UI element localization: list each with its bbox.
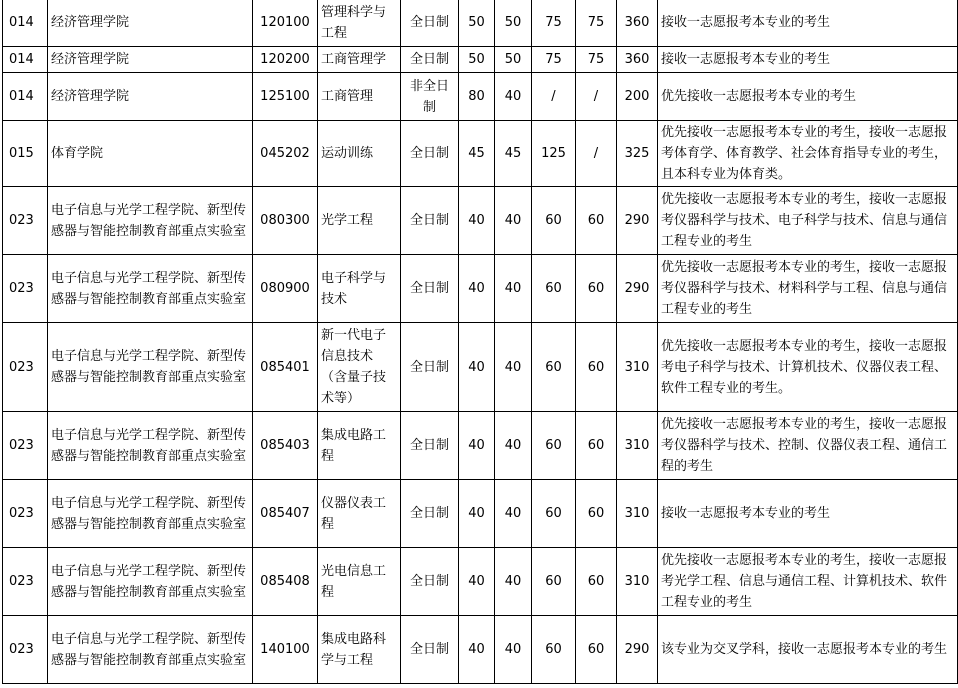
score-2-cell: 40 [495,73,532,121]
major-code-cell: 140100 [253,616,318,684]
note-cell: 接收一志愿报考本专业的考生 [658,47,958,73]
unit-name-cell: 电子信息与光学工程学院、新型传感器与智能控制教育部重点实验室 [48,412,253,480]
score-3-cell: / [532,73,576,121]
score-3-cell: 60 [532,616,576,684]
score-4-cell: 60 [576,616,617,684]
unit-name-cell: 经济管理学院 [48,47,253,73]
study-mode-cell: 全日制 [401,121,459,187]
note-cell: 优先接收一志愿报考本专业的考生 [658,73,958,121]
unit-name-cell: 经济管理学院 [48,0,253,47]
table-row [3,47,958,73]
unit-name-cell: 体育学院 [48,121,253,187]
note-cell: 接收一志愿报考本专业的考生 [658,480,958,548]
total-score-cell: 290 [617,187,658,255]
total-score-cell: 200 [617,73,658,121]
major-name-cell: 仪器仪表工程 [318,480,401,548]
score-1-cell: 80 [459,73,495,121]
score-1-cell: 40 [459,187,495,255]
study-mode-cell: 全日制 [401,255,459,323]
major-name-cell: 电子科学与技术 [318,255,401,323]
total-score-cell: 360 [617,0,658,47]
score-1-cell: 40 [459,548,495,616]
score-1-cell: 40 [459,616,495,684]
note-cell: 接收一志愿报考本专业的考生 [658,0,958,47]
note-cell: 优先接收一志愿报考本专业的考生，接收一志愿报考仪器科学与技术、控制、仪器仪表工程、通信工程的考生 [658,412,958,480]
table-row [3,548,958,616]
unit-name-cell: 电子信息与光学工程学院、新型传感器与智能控制教育部重点实验室 [48,548,253,616]
unit-code-cell: 023 [3,616,48,684]
admission-score-table [2,0,958,684]
score-4-cell: 75 [576,0,617,47]
unit-code-cell: 023 [3,480,48,548]
score-1-cell: 40 [459,480,495,548]
study-mode-cell: 全日制 [401,323,459,412]
study-mode-cell: 全日制 [401,47,459,73]
table-row [3,323,958,412]
table-row [3,187,958,255]
score-1-cell: 40 [459,255,495,323]
study-mode-cell: 全日制 [401,187,459,255]
score-3-cell: 60 [532,548,576,616]
major-name-cell: 工商管理学 [318,47,401,73]
major-code-cell: 125100 [253,73,318,121]
table-row [3,0,958,47]
score-4-cell: 60 [576,480,617,548]
major-code-cell: 085401 [253,323,318,412]
score-3-cell: 60 [532,187,576,255]
score-4-cell: 60 [576,187,617,255]
table-row [3,121,958,187]
unit-code-cell: 014 [3,73,48,121]
score-4-cell: 60 [576,412,617,480]
major-name-cell: 工商管理 [318,73,401,121]
score-3-cell: 125 [532,121,576,187]
study-mode-cell: 全日制 [401,616,459,684]
major-code-cell: 120100 [253,0,318,47]
major-code-cell: 080300 [253,187,318,255]
unit-code-cell: 023 [3,323,48,412]
major-name-cell: 管理科学与工程 [318,0,401,47]
score-2-cell: 45 [495,121,532,187]
score-4-cell: 60 [576,323,617,412]
major-code-cell: 085407 [253,480,318,548]
score-3-cell: 60 [532,480,576,548]
major-code-cell: 080900 [253,255,318,323]
score-3-cell: 60 [532,323,576,412]
note-cell: 优先接收一志愿报考本专业的考生，接收一志愿报考体育学、体育教学、社会体育指导专业的考生，且本科专业为体育类。 [658,121,958,187]
unit-name-cell: 经济管理学院 [48,73,253,121]
table-row [3,255,958,323]
total-score-cell: 290 [617,255,658,323]
score-1-cell: 40 [459,323,495,412]
score-3-cell: 75 [532,0,576,47]
score-2-cell: 50 [495,0,532,47]
score-4-cell: 60 [576,548,617,616]
major-name-cell: 新一代电子信息技术（含量子技术等） [318,323,401,412]
major-code-cell: 085403 [253,412,318,480]
score-2-cell: 50 [495,47,532,73]
unit-code-cell: 023 [3,187,48,255]
score-4-cell: / [576,73,617,121]
note-cell: 优先接收一志愿报考本专业的考生，接收一志愿报考仪器科学与技术、材料科学与工程、信息与通信工程专业的考生 [658,255,958,323]
score-3-cell: 60 [532,412,576,480]
study-mode-cell: 非全日制 [401,73,459,121]
score-1-cell: 50 [459,0,495,47]
table-row [3,73,958,121]
unit-code-cell: 015 [3,121,48,187]
total-score-cell: 360 [617,47,658,73]
unit-name-cell: 电子信息与光学工程学院、新型传感器与智能控制教育部重点实验室 [48,187,253,255]
major-code-cell: 085408 [253,548,318,616]
total-score-cell: 290 [617,616,658,684]
unit-code-cell: 023 [3,548,48,616]
unit-name-cell: 电子信息与光学工程学院、新型传感器与智能控制教育部重点实验室 [48,616,253,684]
table-row [3,412,958,480]
total-score-cell: 310 [617,480,658,548]
score-1-cell: 50 [459,47,495,73]
score-3-cell: 60 [532,255,576,323]
note-cell: 优先接收一志愿报考本专业的考生，接收一志愿报考电子科学与技术、计算机技术、仪器仪表工程、软件工程专业的考生。 [658,323,958,412]
unit-name-cell: 电子信息与光学工程学院、新型传感器与智能控制教育部重点实验室 [48,480,253,548]
table-body [3,0,958,684]
score-2-cell: 40 [495,323,532,412]
study-mode-cell: 全日制 [401,0,459,47]
study-mode-cell: 全日制 [401,548,459,616]
study-mode-cell: 全日制 [401,480,459,548]
note-cell: 优先接收一志愿报考本专业的考生，接收一志愿报考仪器科学与技术、电子科学与技术、信息与通信工程专业的考生 [658,187,958,255]
major-code-cell: 045202 [253,121,318,187]
study-mode-cell: 全日制 [401,412,459,480]
score-2-cell: 40 [495,187,532,255]
score-2-cell: 40 [495,255,532,323]
score-3-cell: 75 [532,47,576,73]
total-score-cell: 325 [617,121,658,187]
unit-name-cell: 电子信息与光学工程学院、新型传感器与智能控制教育部重点实验室 [48,323,253,412]
total-score-cell: 310 [617,412,658,480]
score-4-cell: / [576,121,617,187]
major-name-cell: 光学工程 [318,187,401,255]
unit-code-cell: 023 [3,255,48,323]
score-2-cell: 40 [495,412,532,480]
table-row [3,616,958,684]
note-cell: 该专业为交叉学科，接收一志愿报考本专业的考生 [658,616,958,684]
note-cell: 优先接收一志愿报考本专业的考生，接收一志愿报考光学工程、信息与通信工程、计算机技术、软件工程专业的考生 [658,548,958,616]
major-code-cell: 120200 [253,47,318,73]
score-2-cell: 40 [495,548,532,616]
unit-code-cell: 014 [3,47,48,73]
score-4-cell: 60 [576,255,617,323]
score-1-cell: 40 [459,412,495,480]
major-name-cell: 集成电路科学与工程 [318,616,401,684]
table-row [3,480,958,548]
score-1-cell: 45 [459,121,495,187]
major-name-cell: 运动训练 [318,121,401,187]
major-name-cell: 集成电路工程 [318,412,401,480]
score-4-cell: 75 [576,47,617,73]
unit-code-cell: 023 [3,412,48,480]
major-name-cell: 光电信息工程 [318,548,401,616]
unit-code-cell: 014 [3,0,48,47]
score-2-cell: 40 [495,616,532,684]
total-score-cell: 310 [617,323,658,412]
total-score-cell: 310 [617,548,658,616]
score-2-cell: 40 [495,480,532,548]
unit-name-cell: 电子信息与光学工程学院、新型传感器与智能控制教育部重点实验室 [48,255,253,323]
